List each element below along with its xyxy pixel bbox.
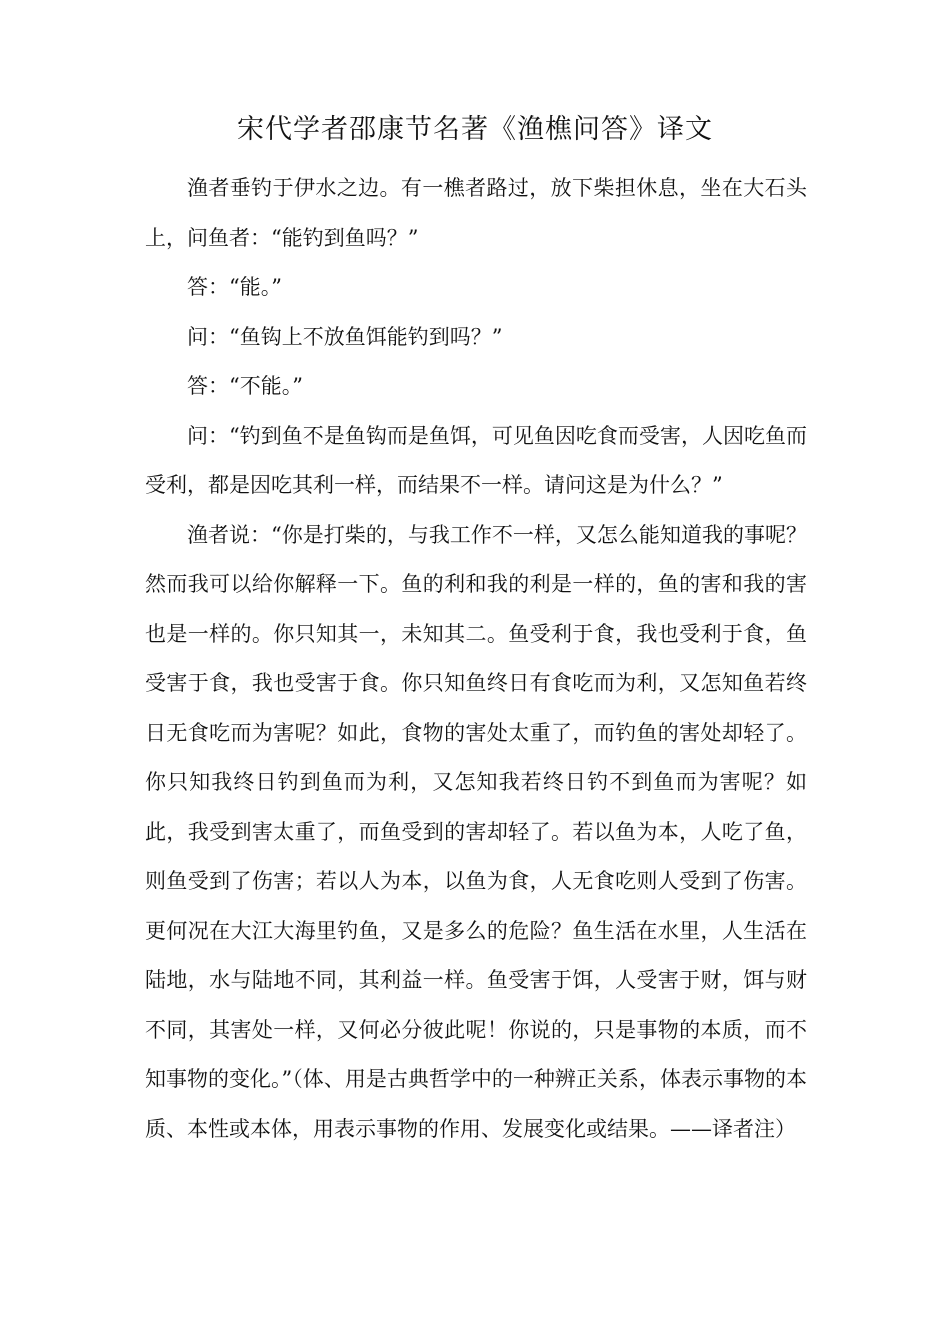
paragraph: 渔者垂钓于伊水之边。有一樵者路过，放下柴担休息，坐在大石头上，问鱼者：“能钓到鱼吗？” (145, 176, 807, 250)
paragraph: 渔者说：“你是打柴的，与我工作不一样，又怎么能知道我的事呢？然而我可以给你解释一下。鱼的利和我的利是一样的，鱼的害和我的害也是一样的。你只知其一，未知其二。鱼受利于食，我也受利于食，鱼受害于食，我也受害于食。你只知鱼终日有食吃而为利，又怎知鱼若终日无食吃而为害呢？如此，食物的害处太重了，而钓鱼的害处却轻了。你只知我终日钓到鱼而为利，又怎知我若终日钓不到鱼而为害呢？如此，我受到害太重了，而鱼受到的害却轻了。若以鱼为本，人吃了鱼，则鱼受到了伤害；若以人为本，以鱼为食，人无食吃则人受到了伤害。更何况在大江大海里钓鱼，又是多么的危险？鱼生活在水里，人生活在陆地，水与陆地不同，其利益一样。鱼受害于饵，人受害于财，饵与财不同，其害处一样，又何必分彼此呢！你说的，只是事物的本质，而不知事物的变化。”（体、用是古典哲学中的一种辨正关系，体表示事物的本质、本性或本体，用表示事物的作用、发展变化或结果。——译者注） (145, 522, 807, 1141)
paragraph: 答：“能。” (187, 275, 282, 299)
paragraph: 问：“钓到鱼不是鱼钩而是鱼饵，可见鱼因吃食而受害，人因吃鱼而受利，都是因吃其利一样，而结果不一样。请问这是为什么？” (145, 423, 807, 497)
document-title: 宋代学者邵康节名著《渔樵问答》译文 (237, 114, 713, 145)
paragraph: 问：“鱼钩上不放鱼饵能钓到吗？” (187, 324, 503, 349)
paragraph: 答：“不能。” (187, 374, 303, 398)
document-body (145, 164, 807, 1154)
